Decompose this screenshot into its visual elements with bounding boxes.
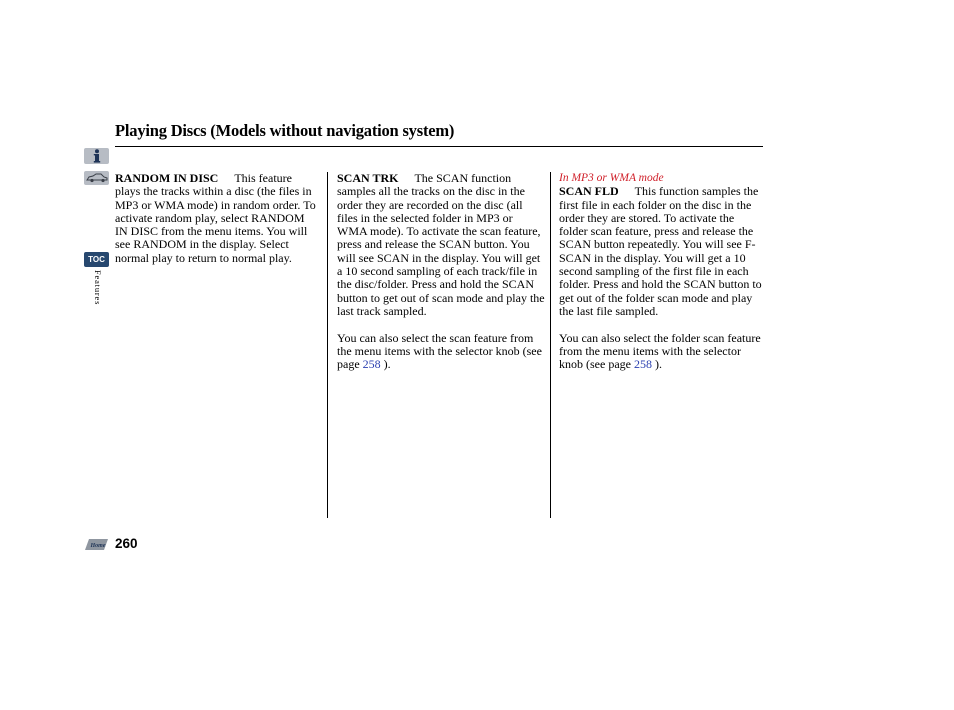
mode-label: In MP3 or WMA mode: [559, 172, 664, 184]
scan-trk-body: The SCAN function samples all the tracks on the disc in the order they are recorded on the disc (all files in the selected folder in MP3 or WMA mode). To activate the scan feature, press and release the SCAN button. You will see SCAN in the display. You will get a 10 second sampling of each track/file in the disc/folder. Press and hold the SCAN button to get out of scan mode and play the last track sampled.: [337, 171, 545, 318]
car-overview-button[interactable]: [84, 171, 109, 185]
scan-fld-note-text: You can also select the folder scan feature from the menu items with the selector knob (see page: [559, 330, 761, 372]
scan-trk-paragraph: [337, 172, 545, 318]
page-title: Playing Discs (Models without navigation system): [115, 121, 455, 140]
home-button[interactable]: [83, 537, 110, 551]
car-icon: [86, 173, 108, 183]
scan-trk-note-end: ).: [380, 357, 391, 372]
scan-trk-section: [337, 172, 545, 371]
home-icon: [83, 537, 110, 551]
column-divider: [327, 172, 328, 518]
svg-text:Home: Home: [90, 543, 106, 549]
random-in-disc-section: [115, 172, 320, 265]
scan-fld-heading: SCAN FLD: [559, 184, 619, 199]
random-heading: RANDOM IN DISC: [115, 171, 219, 185]
info-button[interactable]: [84, 148, 109, 164]
random-paragraph: [115, 172, 320, 265]
scan-fld-paragraph: [559, 185, 763, 318]
scan-fld-note-end: ).: [651, 357, 662, 372]
scan-fld-body: This function samples the first file in each folder on the disc in the order they are stored. To activate the folder scan feature, press and release the SCAN button repeatedly. You will see F-SCAN in the display. You will get a 10 second sampling of the first file in each folder. Press and hold the SCAN button to get out of the folder scan mode and play the last file sampled.: [559, 184, 762, 318]
toc-button[interactable]: TOC: [84, 252, 109, 267]
page-link-258[interactable]: 258: [633, 357, 652, 372]
scan-trk-note-text: You can also select the scan feature from the menu items with the selector knob (see page: [337, 330, 542, 372]
scan-fld-note: [559, 332, 763, 372]
page-link-258[interactable]: 258: [362, 357, 381, 372]
info-icon: [92, 149, 102, 163]
scan-trk-note: [337, 332, 545, 372]
section-tab-label: Features: [93, 270, 103, 306]
random-body: This feature plays the tracks within a disc (the files in MP3 or WMA mode) in random order. To activate random play, select RANDOM IN DISC from the menu items. You will see RANDOM in the display. Select normal play to return to normal play.: [115, 171, 316, 265]
scan-trk-heading: SCAN TRK: [337, 171, 399, 185]
column-divider: [550, 172, 551, 518]
title-divider: [115, 146, 763, 147]
page-number: 260: [115, 536, 138, 551]
scan-fld-section: [559, 172, 763, 371]
